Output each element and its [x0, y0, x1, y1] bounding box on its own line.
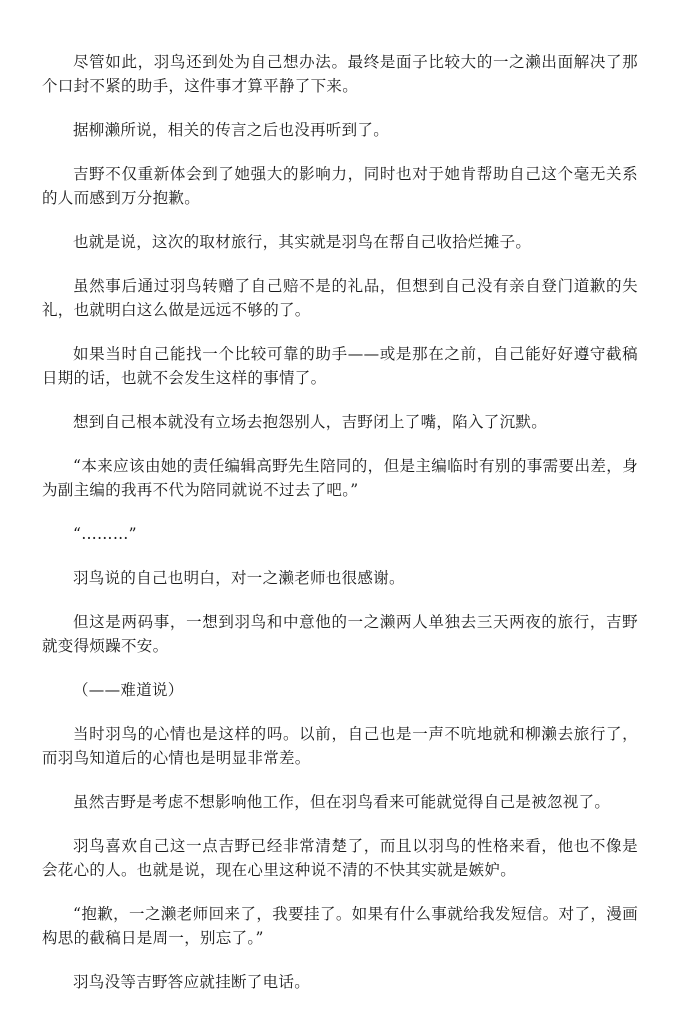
paragraph: 羽鸟说的自己也明白，对一之濑老师也很感谢。	[73, 569, 405, 587]
paragraph: 当时羽鸟的心情也是这样的吗。以前，自己也是一声不吭地就和柳濑去旅行了，而羽鸟知道后的心情也是明显非常差。	[42, 725, 638, 767]
paragraph: 尽管如此，羽鸟还到处为自己想办法。最终是面子比较大的一之濑出面解决了那个口封不紧的助手，这件事才算平静了下来。	[42, 53, 638, 95]
dialogue-paragraph: “………”	[73, 525, 137, 543]
paragraph: 想到自己根本就没有立场去抱怨别人，吉野闭上了嘴，陷入了沉默。	[73, 413, 548, 431]
paragraph: 羽鸟没等吉野答应就挂断了电话。	[73, 973, 311, 991]
paragraph: 也就是说，这次的取材旅行，其实就是羽鸟在帮自己收拾烂摊子。	[73, 233, 532, 251]
thought-paragraph: （——难道说）	[73, 681, 184, 699]
dialogue-paragraph: “抱歉，一之濑老师回来了，我要挂了。如果有什么事就给我发短信。对了，漫画构思的截稿日是周一，别忘了。”	[42, 905, 638, 947]
paragraph: 如果当时自己能找一个比较可靠的助手——或是那在之前，自己能好好遵守截稿日期的话，也就不会发生这样的事情了。	[42, 345, 638, 387]
paragraph: 虽然事后通过羽鸟转赠了自己赔不是的礼品，但想到自己没有亲自登门道歉的失礼，也就明白这么做是远远不够的了。	[42, 277, 638, 319]
dialogue-paragraph: “本来应该由她的责任编辑高野先生陪同的，但是主编临时有别的事需要出差，身为副主编的我再不代为陪同就说不过去了吧。”	[42, 457, 638, 499]
paragraph: 吉野不仅重新体会到了她强大的影响力，同时也对于她肯帮助自己这个毫无关系的人而感到万分抱歉。	[42, 165, 638, 207]
paragraph: 虽然吉野是考虑不想影响他工作，但在羽鸟看来可能就觉得自己是被忽视了。	[73, 793, 611, 811]
paragraph: 羽鸟喜欢自己这一点吉野已经非常清楚了，而且以羽鸟的性格来看，他也不像是会花心的人。也就是说，现在心里这种说不清的不快其实就是嫉妒。	[42, 837, 638, 879]
paragraph: 据柳濑所说，相关的传言之后也没再听到了。	[73, 121, 390, 139]
paragraph: 但这是两码事，一想到羽鸟和中意他的一之濑两人单独去三天两夜的旅行，吉野就变得烦躁不安。	[42, 613, 638, 655]
document-body	[42, 50, 638, 1014]
